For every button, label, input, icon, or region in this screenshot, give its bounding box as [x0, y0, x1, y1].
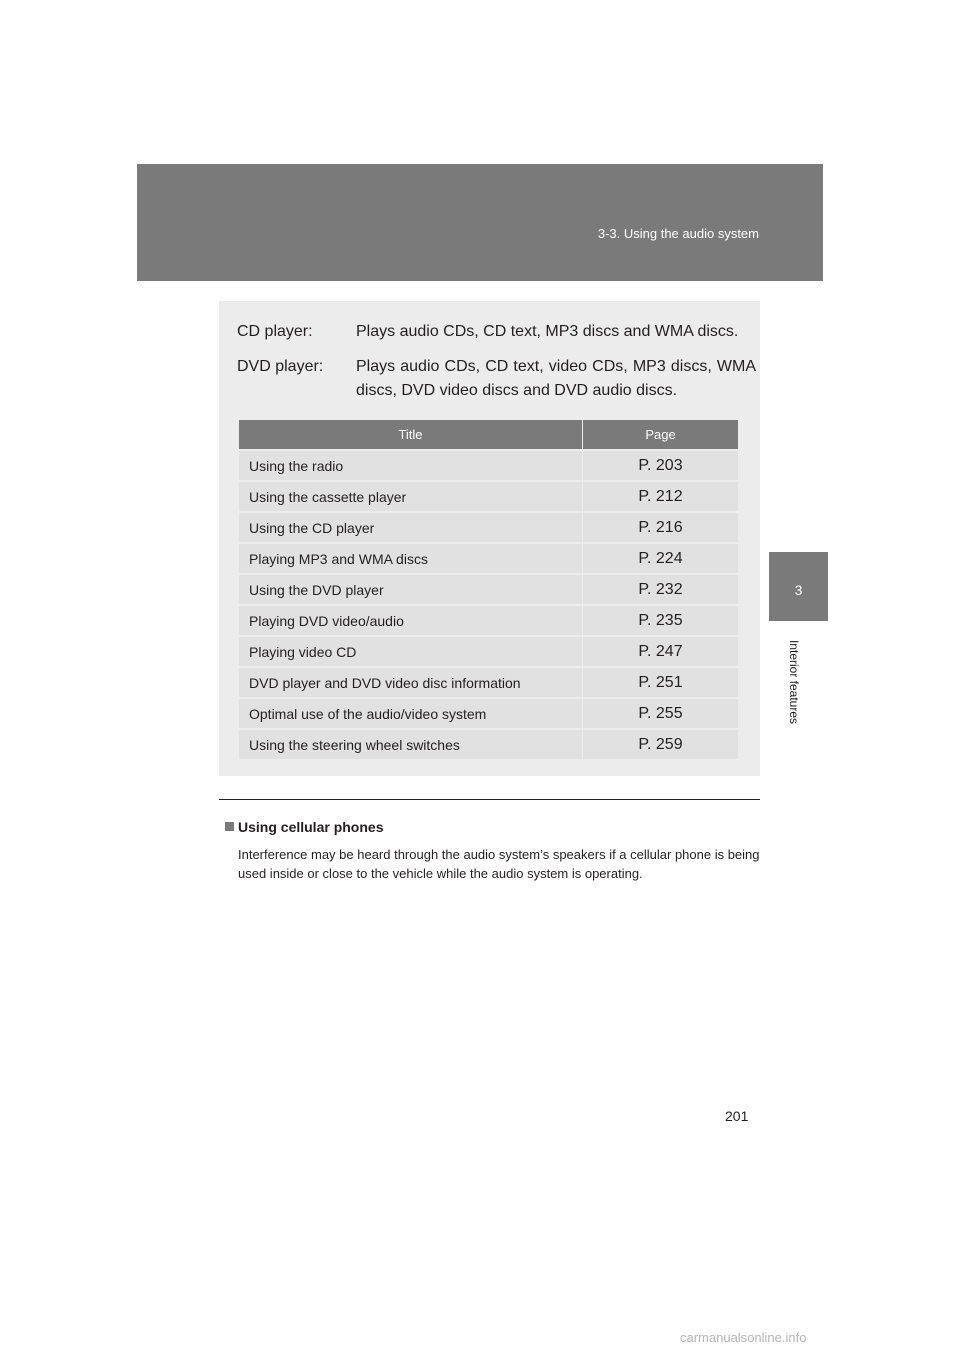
section-divider [219, 799, 760, 800]
row-page: P. 232 [583, 573, 738, 604]
table-row [239, 542, 738, 573]
note-heading-text: Using cellular phones [238, 819, 384, 835]
header-band [137, 164, 823, 281]
row-page: P. 203 [583, 449, 738, 480]
square-bullet-icon [225, 822, 234, 831]
row-page: P. 247 [583, 635, 738, 666]
watermark: carmanualsonline.info [680, 1330, 807, 1345]
table-row [239, 480, 738, 511]
row-title: DVD player and DVD video disc information [239, 666, 583, 697]
row-page: P. 259 [583, 728, 738, 759]
table-row [239, 728, 738, 759]
row-title: Using the DVD player [239, 573, 583, 604]
table-row [239, 511, 738, 542]
row-title: Optimal use of the audio/video system [239, 697, 583, 728]
table-row [239, 449, 738, 480]
chapter-side-label-text: Interior features [787, 639, 801, 725]
row-title: Playing video CD [239, 635, 583, 666]
row-page: P. 251 [583, 666, 738, 697]
row-page: P. 235 [583, 604, 738, 635]
table-row [239, 573, 738, 604]
table-row [239, 604, 738, 635]
row-title: Using the steering wheel switches [239, 728, 583, 759]
row-title: Playing MP3 and WMA discs [239, 542, 583, 573]
table-header-title: Title [239, 420, 583, 449]
dvd-player-label: DVD player: [237, 358, 324, 375]
chapter-number: 3 [794, 582, 803, 598]
note-heading [225, 819, 383, 835]
row-page: P. 255 [583, 697, 738, 728]
section-title: 3-3. Using the audio system [597, 226, 759, 241]
table-header-page: Page [583, 420, 738, 449]
table-row [239, 697, 738, 728]
table-header-row [239, 420, 738, 449]
note-body: Interference may be heard through the audio system’s speakers if a cellular phone is being used inside or close to the vehicle while the audio system is operating. [238, 847, 760, 881]
row-page: P. 212 [583, 480, 738, 511]
page-number: 201 [725, 1108, 749, 1124]
chapter-tab [769, 552, 828, 621]
row-title: Playing DVD video/audio [239, 604, 583, 635]
row-page: P. 216 [583, 511, 738, 542]
row-page: P. 224 [583, 542, 738, 573]
row-title: Using the cassette player [239, 480, 583, 511]
info-box [219, 301, 760, 776]
cd-player-description: Plays audio CDs, CD text, MP3 discs and WMA discs. [356, 323, 739, 340]
row-title: Using the CD player [239, 511, 583, 542]
row-title: Using the radio [239, 449, 583, 480]
cd-player-label: CD player: [237, 323, 313, 340]
table-row [239, 635, 738, 666]
reference-table [239, 420, 738, 759]
chapter-side-label [787, 632, 801, 732]
table-row [239, 666, 738, 697]
dvd-player-description: Plays audio CDs, CD text, video CDs, MP3 discs, WMA discs, DVD video discs and DVD audio discs. [356, 358, 756, 399]
